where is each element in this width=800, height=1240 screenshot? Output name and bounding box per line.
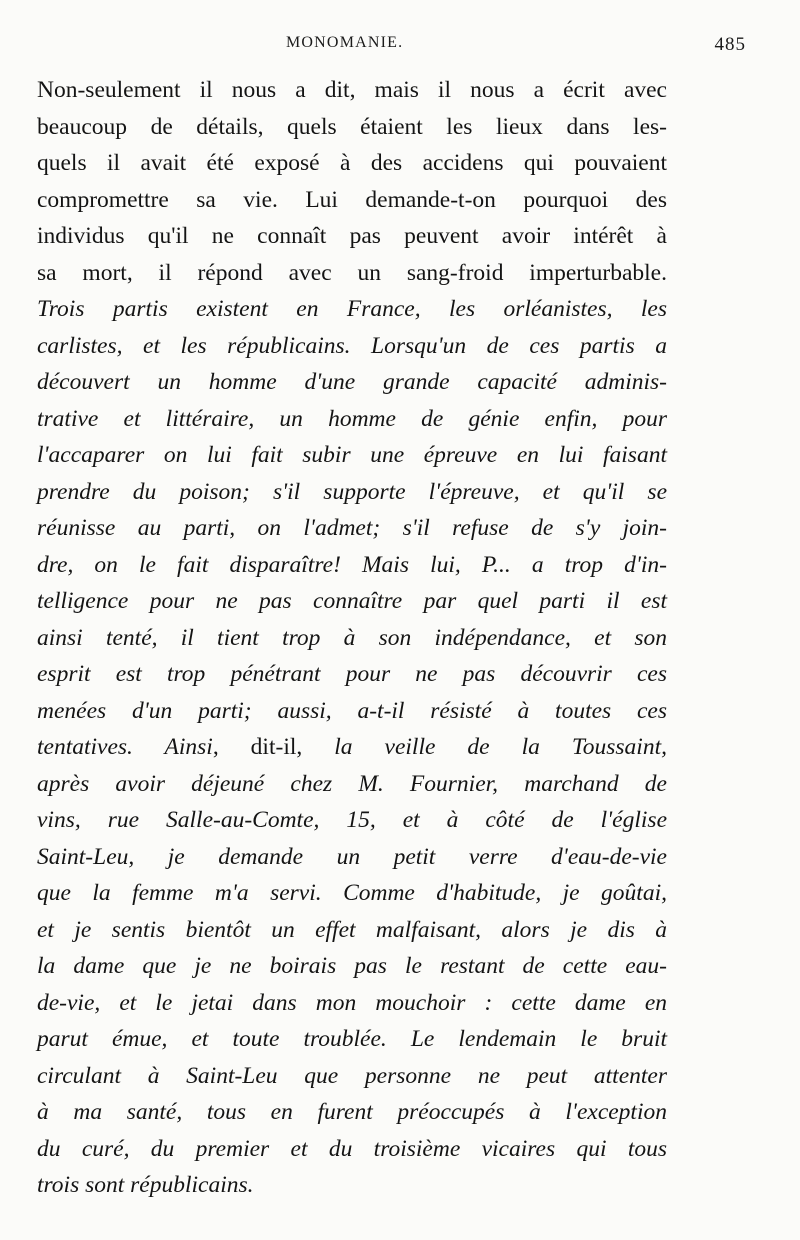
text-line: l'accaparer on lui fait subir une épreuve en lui faisant bbox=[37, 442, 667, 468]
text-line: Non-seulement il nous a dit, mais il nous a écrit avec bbox=[37, 77, 667, 103]
text-line: que la femme m'a servi. Comme d'habitude, je goûtai, bbox=[37, 880, 667, 906]
text-line: parut émue, et toute troublée. Le lendemain le bruit bbox=[37, 1026, 667, 1052]
text-line: beaucoup de détails, quels étaient les lieux dans les- bbox=[37, 113, 667, 140]
text-line: esprit est trop pénétrant pour ne pas découvrir ces bbox=[37, 661, 667, 687]
text-line: Saint-Leu, je demande un petit verre d'eau-de-vie bbox=[37, 843, 667, 870]
text-line: la dame que je ne boirais pas le restant de cette eau- bbox=[37, 953, 667, 979]
text-line: Trois partis existent en France, les orléanistes, les bbox=[37, 296, 667, 322]
text-segment: tentatives. bbox=[37, 734, 165, 760]
text-line: réunisse au parti, on l'admet; s'il refuse de s'y join- bbox=[37, 515, 667, 541]
text-line: à ma santé, tous en furent préoccupés à l'exception bbox=[37, 1099, 667, 1125]
text-line: ainsi tenté, il tient trop à son indépendance, et son bbox=[37, 624, 667, 651]
text-line: et je sentis bientôt un effet malfaisant, alors je dis à bbox=[37, 916, 667, 943]
text-segment: Ainsi bbox=[164, 734, 213, 760]
text-line: du curé, du premier et du troisième vicaires qui tous bbox=[37, 1135, 667, 1162]
text-line: carlistes, et les républicains. Lorsqu'un de ces partis a bbox=[37, 332, 667, 359]
text-line: compromettre sa vie. Lui demande-t-on pourquoi des bbox=[37, 186, 667, 213]
text-line: dre, on le fait disparaître! Mais lui, P... a trop d'in- bbox=[37, 551, 667, 578]
text-line: découvert un homme d'une grande capacité adminis- bbox=[37, 369, 667, 395]
text-line: prendre du poison; s'il supporte l'épreuve, et qu'il se bbox=[37, 478, 667, 505]
running-title: MONOMANIE. bbox=[286, 34, 404, 51]
text-line: menées d'un parti; aussi, a-t-il résisté à toutes ces bbox=[37, 697, 667, 724]
page-number: 485 bbox=[714, 34, 746, 55]
text-line: telligence pour ne pas connaître par quel parti il est bbox=[37, 588, 667, 614]
text-line: sa mort, il répond avec un sang-froid imperturbable. bbox=[37, 259, 667, 286]
text-line: individus qu'il ne connaît pas peuvent avoir intérêt à bbox=[37, 223, 667, 249]
text-line: circulant à Saint-Leu que personne ne peut attenter bbox=[37, 1062, 667, 1089]
text-segment: la veille de la Toussaint, bbox=[334, 734, 667, 760]
text-line: trois sont républicains. bbox=[37, 1172, 254, 1198]
text-line: quels il avait été exposé à des accidens qui pouvaient bbox=[37, 150, 667, 176]
text-line: après avoir déjeuné chez M. Fournier, marchand de bbox=[37, 770, 667, 797]
text-line: de-vie, et le jetai dans mon mouchoir : cette dame en bbox=[37, 989, 667, 1016]
text-line-mixed bbox=[37, 729, 667, 766]
text-line: vins, rue Salle-au-Comte, 15, et à côté de l'église bbox=[37, 807, 667, 833]
body-text bbox=[37, 72, 667, 1204]
text-line: trative et littéraire, un homme de génie enfin, pour bbox=[37, 405, 667, 432]
text-segment: , dit-il, bbox=[212, 734, 335, 760]
